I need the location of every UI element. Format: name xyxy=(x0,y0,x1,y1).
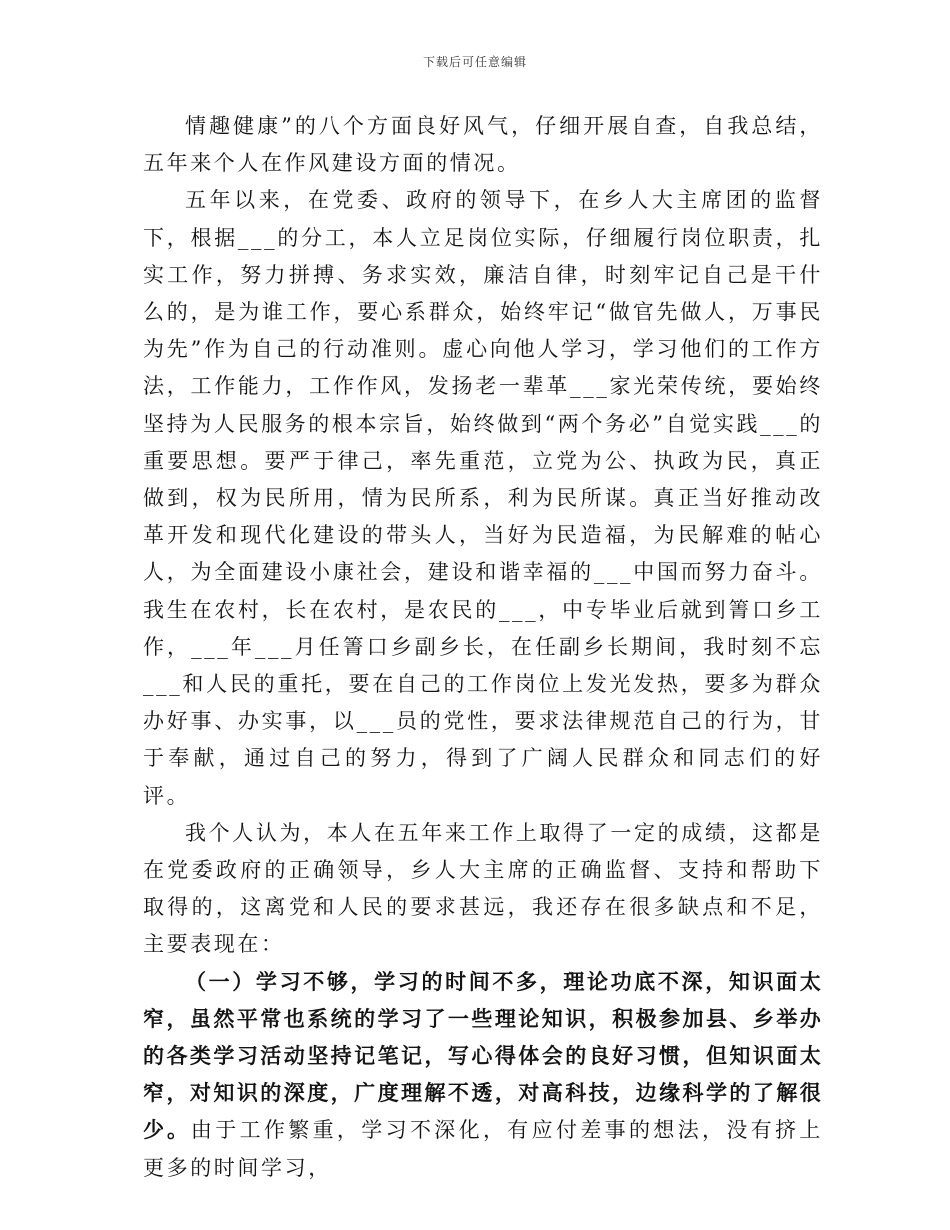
paragraph-3: 我个人认为，本人在五年来工作上取得了一定的成绩，这都是在党委政府的正确领导，乡人大主席的正确监督、支持和帮助下取得的，这离党和人民的要求甚远，我还存在很多缺点和不足，主要表现在： xyxy=(143,820,823,957)
document-body xyxy=(143,108,823,1187)
page-header: 下载后可任意编辑 xyxy=(422,55,527,69)
section-heading-bold: （一）学习不够，学习的时间不多，理论功底不深，知识面太窄，虽然平常也系统的学习了一些理论知识，积极参加县、乡举办的各类学习活动坚持记笔记，写心得体会的良好习惯，但知识面太窄，对知识的深度，广度理解不透，对高科技，边缘科学的了解很少。 xyxy=(143,969,823,1143)
paragraph-2: 五年以来，在党委、政府的领导下，在乡人大主席团的监督下，根据___的分工，本人立足岗位实际，仔细履行岗位职责，扎实工作，努力拼搏、务求实效，廉洁自律，时刻牢记自己是干什么的，是为谁工作，要心系群众，始终牢记“做官先做人，万事民为先”作为自己的行动准则。虚心向他人学习，学习他们的工作方法，工作能力，工作作风，发扬老一辈革___家光荣传统，要始终坚持为人民服务的根本宗旨，始终做到“两个务必”自觉实践___的重要思想。要严于律己，率先重范，立党为公、执政为民，真正做到，权为民所用，情为民所系，利为民所谋。真正当好推动改革开发和现代化建设的带头人，当好为民造福，为民解难的帖心人，为全面建设小康社会，建设和谐幸福的___中国而努力奋斗。我生在农村，长在农村，是农民的___，中专毕业后就到箐口乡工作，___年___月任箐口乡副乡长，在任副乡长期间，我时刻不忘___和人民的重托，要在自己的工作岗位上发光发热，要多为群众办好事、办实事，以___员的党性，要求法律规范自己的行为，甘于奉献，通过自己的努力，得到了广阔人民群众和同志们的好评。 xyxy=(143,188,823,808)
paragraph-4-text: 由于工作繁重，学习不深化，有应付差事的想法，没有挤上更多的时间学习， xyxy=(143,1118,823,1180)
paragraph-1: 情趣健康”的八个方面良好风气，仔细开展自查，自我总结，五年来个人在作风建设方面的情况。 xyxy=(143,114,823,176)
paragraph-4 xyxy=(143,964,823,1187)
